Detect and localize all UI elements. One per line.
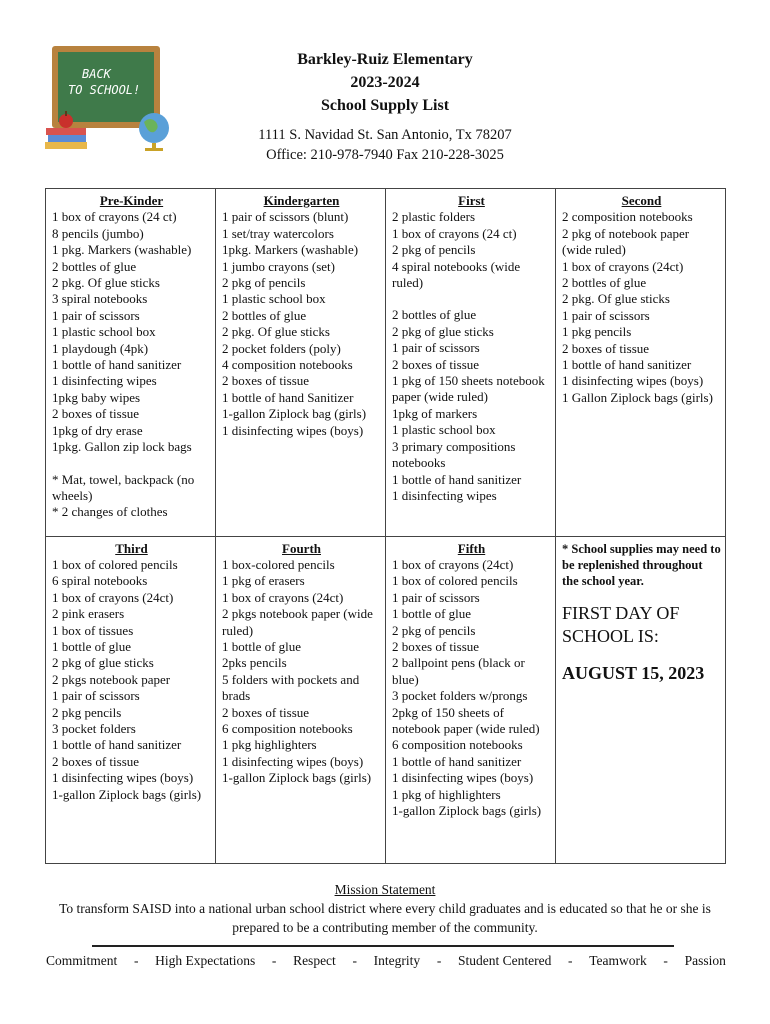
list-item: 2 pocket folders (poly) xyxy=(222,340,341,356)
list-item: 2 plastic folders xyxy=(392,209,476,225)
list-item: 3 pocket folders xyxy=(52,720,136,736)
table-row xyxy=(46,536,726,864)
list-item: 2 pkgs notebook paper (wide ruled) xyxy=(222,606,373,638)
list-item: 6 composition notebooks xyxy=(392,737,523,753)
list-item: 2 boxes of tissue xyxy=(392,638,480,654)
list-item: 2 bottles of glue xyxy=(562,275,647,291)
list-item: 1pkg. Markers (washable) xyxy=(222,242,359,258)
list-item: 1 bottle of glue xyxy=(392,606,472,622)
list-item: 1 bottle of hand sanitizer xyxy=(392,753,522,769)
supply-table xyxy=(45,188,726,864)
core-value: - xyxy=(133,953,139,968)
list-item: 1 pair of scissors xyxy=(392,340,480,356)
grade-heading: Pre-Kinder xyxy=(99,193,164,208)
item-list xyxy=(52,557,211,803)
item-list xyxy=(392,307,551,504)
list-item: 2 boxes of tissue xyxy=(52,753,140,769)
item-list xyxy=(392,209,551,291)
list-item: 1 pkg of highlighters xyxy=(392,786,501,802)
item-list xyxy=(392,557,551,820)
list-item: 1pkg of dry erase xyxy=(52,422,143,438)
list-item: 1 disinfecting wipes (boys) xyxy=(562,373,704,389)
list-item: 2 pkg of notebook paper (wide ruled) xyxy=(562,225,690,258)
list-item: 1 pkg. Markers (washable) xyxy=(52,242,192,258)
item-list xyxy=(222,209,381,439)
document-title: School Supply List xyxy=(320,97,450,114)
list-item: 1 box of crayons (24 ct) xyxy=(392,225,517,241)
list-item: 6 composition notebooks xyxy=(222,720,353,736)
list-item: 1 box of crayons (24 ct) xyxy=(52,209,177,225)
grade-cell-fifth xyxy=(386,536,556,864)
list-item: 1 pkg pencils xyxy=(562,324,632,340)
list-item: 2 pkg of glue sticks xyxy=(392,323,494,339)
list-item: * 2 changes of clothes xyxy=(52,504,168,520)
document-header xyxy=(180,48,590,165)
replenish-note: * School supplies may need to be replenished throughout the school year. xyxy=(562,541,721,589)
list-item: 1 bottle of glue xyxy=(222,638,302,654)
divider xyxy=(92,945,674,947)
notice-cell xyxy=(556,536,726,864)
list-item: 2 bottles of glue xyxy=(52,258,137,274)
school-name: Barkley-Ruiz Elementary xyxy=(297,51,473,68)
core-value: Student Centered xyxy=(458,953,552,968)
grade-heading: Fourth xyxy=(282,540,321,556)
grade-heading: Second xyxy=(621,193,662,208)
list-item: 1 box of crayons (24ct) xyxy=(52,589,174,605)
list-item: 1 jumbo crayons (set) xyxy=(222,258,336,274)
mission-section xyxy=(0,880,770,937)
list-item: 1 plastic school box xyxy=(52,324,156,340)
list-item: 2 ballpoint pens (black or blue) xyxy=(392,655,525,687)
list-item: 1-gallon Ziplock bags (girls) xyxy=(222,770,372,786)
list-item: 1 set/tray watercolors xyxy=(222,225,334,241)
list-item: 1-gallon Ziplock bag (girls) xyxy=(222,406,367,422)
list-item: 2 bottles of glue xyxy=(392,307,477,323)
list-item: 1 pair of scissors xyxy=(52,688,140,704)
school-phone: Office: 210-978-7940 Fax 210-228-3025 xyxy=(266,147,504,163)
list-item: 1 pair of scissors (blunt) xyxy=(222,209,349,225)
list-item: 2 pkg. Of glue sticks xyxy=(562,291,670,307)
list-item: 3 spiral notebooks xyxy=(52,291,148,307)
core-value: Integrity xyxy=(373,953,421,968)
list-item: 2 pkgs notebook paper xyxy=(52,671,171,687)
core-value: - xyxy=(568,953,573,968)
list-item: 2pks pencils xyxy=(222,655,287,671)
list-item: 1 disinfecting wipes xyxy=(392,487,497,503)
grade-cell-first xyxy=(386,189,556,537)
list-item: 3 primary compositions notebooks xyxy=(392,438,516,471)
list-item: 1 box of colored pencils xyxy=(392,573,518,589)
chalkboard-icon xyxy=(42,44,180,154)
list-item: 1 disinfecting wipes (boys) xyxy=(392,770,534,786)
list-item: 1 box of crayons (24ct) xyxy=(562,258,684,274)
list-item: 1 box-colored pencils xyxy=(222,556,335,572)
core-value: Passion xyxy=(684,953,726,968)
item-list xyxy=(222,557,381,787)
list-item: 2 pkg pencils xyxy=(52,704,122,720)
list-item: 6 spiral notebooks xyxy=(52,573,148,589)
list-item: 2 pkg of glue sticks xyxy=(52,655,154,671)
list-item: * Mat, towel, backpack (no wheels) xyxy=(52,471,195,503)
list-item: 1 disinfecting wipes (boys) xyxy=(222,422,364,438)
list-item: 4 spiral notebooks (wide ruled) xyxy=(392,258,521,291)
list-item: 1 playdough (4pk) xyxy=(52,340,149,356)
list-item: 1 pair of scissors xyxy=(52,307,140,323)
list-item: 2 boxes of tissue xyxy=(222,373,310,389)
list-item: 2 boxes of tissue xyxy=(392,356,480,372)
grade-cell-prek xyxy=(46,189,216,537)
list-item: 2 pkg. Of glue sticks xyxy=(52,275,160,291)
grade-cell-kinder xyxy=(216,189,386,537)
core-values xyxy=(46,952,726,970)
list-item: 1pkg. Gallon zip lock bags xyxy=(52,439,192,455)
list-item: 1 box of colored pencils xyxy=(52,556,178,572)
core-value: Commitment xyxy=(46,953,118,968)
grade-heading: First xyxy=(458,193,485,208)
item-list xyxy=(562,209,721,406)
list-item: 4 composition notebooks xyxy=(222,357,353,373)
school-address: 1111 S. Navidad St. San Antonio, Tx 78207 xyxy=(258,127,512,143)
list-item: 1-gallon Ziplock bags (girls) xyxy=(392,803,542,818)
list-item: 1 bottle of hand sanitizer xyxy=(392,471,522,487)
grade-cell-fourth xyxy=(216,536,386,864)
core-value: Teamwork xyxy=(589,953,647,968)
list-item: 2 pkg of pencils xyxy=(222,275,306,291)
grade-heading: Fifth xyxy=(457,540,486,556)
list-item: 1 disinfecting wipes xyxy=(52,373,157,389)
list-item: 2 boxes of tissue xyxy=(562,340,650,356)
list-item: 2 bottles of glue xyxy=(222,307,307,323)
core-value: Respect xyxy=(293,953,336,968)
list-item: 1 box of tissues xyxy=(52,622,134,638)
note-list xyxy=(52,472,211,521)
school-year: 2023-2024 xyxy=(350,74,420,91)
list-item: 2 composition notebooks xyxy=(562,209,693,225)
list-item: 1 plastic school box xyxy=(392,422,496,438)
grade-heading: Third xyxy=(115,540,148,556)
list-item: 1 plastic school box xyxy=(222,291,326,307)
list-item: 1 disinfecting wipes (boys) xyxy=(222,753,364,769)
logo-text-back: BACK xyxy=(82,67,111,81)
mission-text: To transform SAISD into a national urban school district where every child graduates and is educated so that he or she is prepared to be a contributing member of the community. xyxy=(59,901,711,935)
list-item: 1pkg baby wipes xyxy=(52,389,141,405)
list-item: 5 folders with pockets and brads xyxy=(222,671,360,704)
core-value: - xyxy=(352,953,357,968)
core-value: High Expectations xyxy=(155,953,256,968)
list-item: 1 bottle of glue xyxy=(52,638,132,654)
list-item: 1 Gallon Ziplock bags (girls) xyxy=(562,389,713,405)
list-item: 1 pkg highlighters xyxy=(222,737,317,753)
table-row xyxy=(46,189,726,537)
list-item: 2 pink erasers xyxy=(52,606,125,622)
list-item: 1 bottle of hand Sanitizer xyxy=(222,389,354,405)
list-item: 2pkg of 150 sheets of notebook paper (wide ruled) xyxy=(392,704,540,736)
list-item: 1 bottle of hand sanitizer xyxy=(562,357,692,373)
grade-cell-second xyxy=(556,189,726,537)
back-to-school-logo xyxy=(42,44,180,154)
list-item: 1 box of crayons (24ct) xyxy=(222,589,344,605)
core-value: - xyxy=(663,953,668,968)
mission-title: Mission Statement xyxy=(334,882,436,897)
list-item: 3 pocket folders w/prongs xyxy=(392,688,528,704)
grade-heading: Kindergarten xyxy=(263,193,340,208)
list-item: 2 pkg. Of glue sticks xyxy=(222,324,330,340)
list-item: 2 boxes of tissue xyxy=(222,704,310,720)
list-item: 1 pair of scissors xyxy=(392,589,480,605)
logo-text-school: TO SCHOOL! xyxy=(68,83,141,97)
list-item: 2 pkg of pencils xyxy=(392,622,476,638)
list-item: 1 bottle of hand sanitizer xyxy=(52,357,182,373)
list-item: 1 pair of scissors xyxy=(562,307,650,323)
core-value: - xyxy=(271,953,277,968)
list-item: 1 pkg of 150 sheets notebook paper (wide ruled) xyxy=(392,373,545,405)
list-item: 8 pencils (jumbo) xyxy=(52,225,144,241)
list-item: 2 boxes of tissue xyxy=(52,406,140,422)
list-item: 1 pkg of erasers xyxy=(222,573,305,589)
core-value: - xyxy=(436,953,442,968)
item-list xyxy=(52,209,211,455)
list-item: 2 pkg of pencils xyxy=(392,242,476,258)
list-item: 1 box of crayons (24ct) xyxy=(392,556,514,572)
list-item: 1pkg of markers xyxy=(392,405,478,421)
first-day-date: AUGUST 15, 2023 xyxy=(562,662,705,683)
first-day-label: FIRST DAY OF SCHOOL IS: xyxy=(562,602,680,646)
list-item: 1 disinfecting wipes (boys) xyxy=(52,770,194,786)
list-item: 1-gallon Ziplock bags (girls) xyxy=(52,786,202,802)
list-item: 1 bottle of hand sanitizer xyxy=(52,737,182,753)
grade-cell-third xyxy=(46,536,216,864)
